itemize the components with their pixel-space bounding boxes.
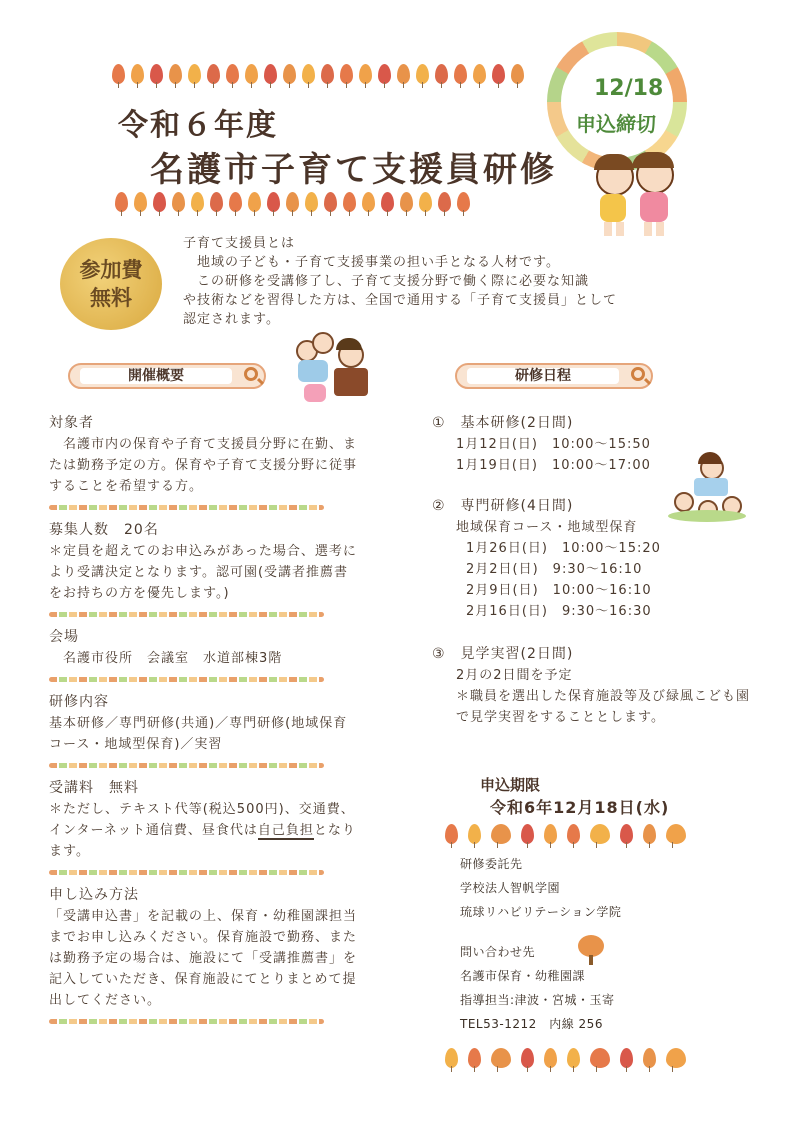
overview-section (49, 413, 359, 1034)
leaf-icon (359, 64, 372, 84)
leaf-icon (188, 64, 201, 84)
fee-badge-line1: 参加費 (79, 258, 143, 282)
leaf-icon (207, 64, 220, 84)
leaf-icon (191, 192, 204, 212)
tree-icon (491, 824, 511, 844)
application-deadline-date: 令和6年12月18日(水) (490, 798, 670, 817)
tree-icon (468, 1048, 481, 1068)
overview-header-label: 開催概要 (80, 368, 232, 384)
leaf-icon (416, 64, 429, 84)
tree-icon (567, 1048, 580, 1068)
inquiry-label: 問い合わせ先 (460, 945, 536, 959)
overview-header (68, 363, 266, 389)
special-course: 地域保育コース・地域型保育 (456, 520, 638, 535)
inquiry-tel: TEL53-1212 内線 256 (460, 1017, 603, 1031)
content-text: 基本研修／専門研修(共通)／専門研修(地域保育コース・地域型保育)／実習 (49, 716, 348, 752)
special-title: ② 専門研修(4日間) (432, 498, 574, 514)
schedule-header-label: 研修日程 (467, 368, 619, 384)
target-text: 名護市内の保育や子育て支援員分野に在勤、または勤務予定の方。保育や子育て支援分野に従事することを希望する方。 (49, 437, 358, 494)
apply-text: 「受講申込書」を記載の上、保育・幼稚園課担当までお申し込みください。保育施設で勤務、または勤務予定の場合は、施設にて「受講推薦書」を記入していただき、保育施設にてとりまとめて提出してください。 (49, 909, 358, 1008)
basic-date: 1月19日(日) 10:00～17:00 (456, 458, 651, 473)
divider (49, 763, 324, 768)
leaf-icon (286, 192, 299, 212)
leaf-icon (321, 64, 334, 84)
capacity-text: ＊定員を超えてのお申込みがあった場合、選考により受講決定となります。認可園(受講者推薦書をお持ちの方を優先します。) (49, 544, 357, 601)
leaf-icon (473, 64, 486, 84)
tree-icon (666, 1048, 686, 1068)
leaf-icon (283, 64, 296, 84)
piano-children-illustration (290, 332, 370, 404)
practice-title: ③ 見学実習(2日間) (432, 646, 574, 662)
leaf-icon (511, 64, 524, 84)
special-date: 2月9日(日) 10:00～16:10 (466, 583, 652, 598)
content-title: 研修内容 (49, 694, 109, 710)
fee-text (49, 799, 359, 862)
search-icon (631, 367, 645, 381)
leaf-icon (169, 64, 182, 84)
intro-line: 認定されます。 (183, 312, 280, 327)
apply-title: 申し込み方法 (49, 887, 139, 903)
divider (49, 612, 324, 617)
tree-icon (491, 1048, 511, 1068)
deadline-badge-label: 申込締切 (576, 112, 656, 136)
tree-icon (521, 824, 534, 844)
commission-org: 学校法人智帆学園 (460, 881, 561, 895)
leaf-icon (210, 192, 223, 212)
intro-line: 地域の子ども・子育て支援事業の担い手となる人材です。 (183, 255, 560, 270)
storytime-illustration (668, 452, 748, 524)
application-deadline-label: 申込期限 (480, 776, 541, 794)
tree-garland-upper (445, 824, 686, 844)
leaf-icon (343, 192, 356, 212)
practice-plan: 2月の2日間を予定 (456, 668, 573, 683)
children-illustration (590, 150, 680, 240)
leaf-icon (397, 64, 410, 84)
leaf-icon (131, 64, 144, 84)
leaf-icon (492, 64, 505, 84)
tree-icon (643, 1048, 656, 1068)
fee-text-underline: 自己負担 (257, 823, 314, 838)
search-icon (244, 367, 258, 381)
tree-icon (544, 1048, 557, 1068)
fee-text-a: ＊ただし、テキスト代等(税込500円)、交通費、インターネット通信費、昼食代は (49, 802, 355, 838)
capacity-title: 募集人数 20名 (49, 522, 159, 538)
leaf-icon (435, 64, 448, 84)
divider (49, 870, 324, 875)
leaf-icon (381, 192, 394, 212)
top-leaf-garland (112, 64, 524, 84)
inquiry-dept: 名護市保育・幼稚園課 (460, 969, 586, 983)
leaf-icon (229, 192, 242, 212)
tree-icon (468, 824, 481, 844)
leaf-icon (267, 192, 280, 212)
intro-line: 子育て支援員とは (183, 236, 296, 251)
leaf-icon (340, 64, 353, 84)
fee-badge-line2: 無料 (90, 286, 132, 310)
leaf-icon (264, 64, 277, 84)
leaf-icon (305, 192, 318, 212)
intro-line: この研修を受講修了し、子育て支援分野で働く際に必要な知識 (183, 274, 590, 289)
leaf-icon (454, 64, 467, 84)
tree-icon (666, 824, 686, 844)
leaf-icon (324, 192, 337, 212)
leaf-icon (302, 64, 315, 84)
tree-icon (567, 824, 580, 844)
commission-label: 研修委託先 (460, 857, 523, 871)
intro-line: や技術などを習得した方は、全国で通用する「子育て支援員」として (183, 293, 618, 308)
leaf-icon (172, 192, 185, 212)
basic-date: 1月12日(日) 10:00～15:50 (456, 437, 651, 452)
special-date: 1月26日(日) 10:00～15:20 (466, 541, 661, 556)
fee-badge-text (70, 256, 152, 312)
tree-icon (590, 824, 610, 844)
leaf-icon (134, 192, 147, 212)
leaf-icon (419, 192, 432, 212)
special-date: 2月16日(日) 9:30～16:30 (466, 604, 652, 619)
divider (49, 1019, 324, 1024)
tree-icon (643, 824, 656, 844)
tree-icon (445, 1048, 458, 1068)
leaf-icon (112, 64, 125, 84)
leaf-icon (115, 192, 128, 212)
tree-icon (544, 824, 557, 844)
venue-text: 名護市役所 会議室 水道部棟3階 (63, 651, 283, 666)
tree-icon (590, 1048, 610, 1068)
tree-icon (521, 1048, 534, 1068)
deadline-badge-date: 12/18 (594, 76, 664, 101)
divider (49, 677, 324, 682)
special-date: 2月2日(日) 9:30～16:10 (466, 562, 643, 577)
tree-icon (620, 824, 633, 844)
target-title: 対象者 (49, 415, 94, 431)
commission-school: 琉球リハビリテーション学院 (460, 905, 622, 919)
tree-garland-lower (445, 1048, 686, 1068)
leaf-icon (245, 64, 258, 84)
basic-title: ① 基本研修(2日間) (432, 415, 574, 431)
fee-title: 受講料 無料 (49, 780, 139, 796)
schedule-header (455, 363, 653, 389)
divider (49, 505, 324, 510)
leaf-icon (226, 64, 239, 84)
leaf-icon (248, 192, 261, 212)
title-year: 令和６年度 (118, 108, 278, 143)
leaf-icon (153, 192, 166, 212)
venue-title: 会場 (49, 629, 79, 645)
autumn-tree-icon (578, 935, 604, 965)
intro-text (183, 234, 743, 329)
tree-icon (445, 824, 458, 844)
leaf-icon (400, 192, 413, 212)
leaf-icon (362, 192, 375, 212)
leaf-icon (378, 64, 391, 84)
title-leaf-garland (115, 192, 470, 212)
leaf-icon (457, 192, 470, 212)
fee-text-b: となります。 (49, 823, 356, 859)
leaf-icon (150, 64, 163, 84)
inquiry-staff: 指導担当:津波・宮城・玉寄 (460, 993, 615, 1007)
tree-icon (620, 1048, 633, 1068)
practice-note: ＊職員を選出した保育施設等及び緑風こども園で見学実習をすることとします。 (456, 689, 751, 725)
page-title: 名護市子育て支援員研修 (150, 150, 557, 190)
leaf-icon (438, 192, 451, 212)
